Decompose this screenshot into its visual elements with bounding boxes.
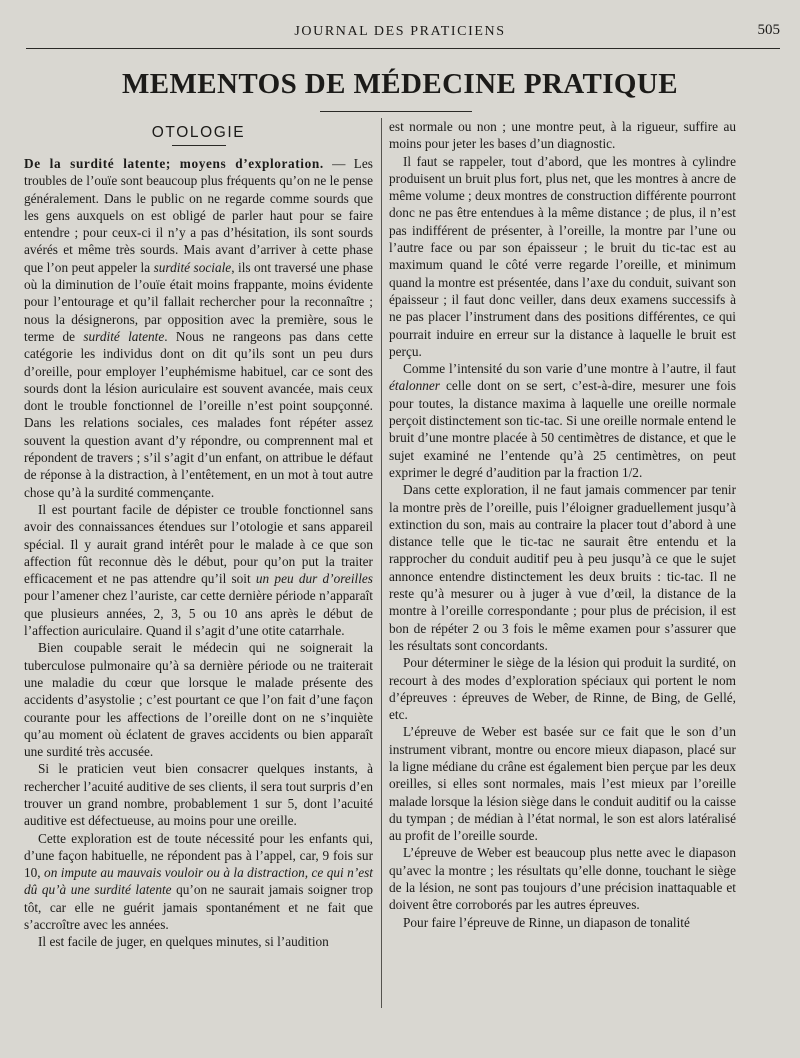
emphasis: étalonner (389, 378, 440, 394)
journal-name: JOURNAL DES PRATICIENS (294, 24, 506, 39)
paragraph: Dans cette exploration, il ne faut jamais commencer par tenir la montre près de l’oreille, puis l’éloigner graduellement jusqu’à extinction du son, mais au contraire la placer tout d’abord à une distance telle que le tic-tac ne saurait être entendu et la rapprocher du conduit auditif peu à peu jusqu’à ce que le sujet annonce entendre distinctement les deux bruits : tic-tac. Il ne reste qu’à mesurer ou à juger à vue d’œil, la distance de la montre à l’oreille correspondante ; pour plus de précision, il est bon de répéter 2 ou 3 fois le même examen pour s’assurer que les résultats sont concordants. (389, 482, 736, 653)
text-run: celle dont on se sert, c’est-à-dire, mesurer une fois pour toutes, la distance maxima à laquelle une oreille normale perçoit distinctement son tic-tac. Si une oreille normale entend le bruit d’une montre placée à 50 centimètres de distance, et que le sujet examiné ne l’entende qu’à 25 centimètres, on peut exprimer le degré d’audition par la fraction 1/2. (389, 378, 736, 480)
text-run: . Nous ne rangeons pas dans cette catégorie les individus dont on dit qu’ils sont un peu durs d’oreille, pour employer l’euphémisme habituel, car ce sont des sourds dont la lésion auriculaire est souvent avancée, mais ceux dont le trouble fonctionnel de l’oreille n’est point soupçonné. Dans les relations sociales, ces malades font répéter assez souvent la question avant d’y répondre, ou comprennent mal et répondent de travers ; s’il s’agit d’un enfant, on attribue le défaut de réponse à la distraction, à l’entêtement, en un mot à tout autre chose qu’à la surdité commençante. (24, 328, 374, 500)
text-run: Comme l’intensité du son varie d’une montre à l’autre, il faut (403, 361, 736, 377)
emphasis: un peu dur d’oreilles (255, 571, 373, 587)
paragraph (24, 155, 373, 501)
section-heading: OTOLOGIE (151, 124, 246, 141)
emphasis: surdité sociale (153, 259, 232, 275)
paragraph: L’épreuve de Weber est basée sur ce fait que le son d’un instrument vibrant, montre ou encore mieux diapason, placé sur la ligne médiane du crâne est également bien perçue par les deux oreilles, si elles sont normales, mais l’est mieux par l’oreille malade lorsque la lésion siège dans le conduit auditif ou la caisse du tympan ; de médian à l’état normal, le son est alors latéralisé au profit de l’oreille sourde. (389, 724, 736, 844)
text-run: Il est pourtant facile de dépister ce trouble fonctionnel sans avoir des connaissances étendues sur l’otologie et sans appareil spécial. Il y aurait grand intérêt pour le malade à ce que son affection fût reconnue dès le début, pour qu’on put la traiter efficacement et ne pas attendre qu’il soit (24, 501, 373, 587)
text-run: pour l’amener chez l’auriste, car cette dernière période n’apparaît que plusieurs années, 2, 3, 5 ou 10 ans après le début de l’affection auriculaire. Quand il s’agit d’une otite catarrhale. (24, 588, 373, 639)
paragraph: est normale ou non ; une montre peut, à la rigueur, suffire au moins pour jeter les bases d’un diagnostic. (389, 119, 736, 152)
text-run: — Les troubles de l’ouïe sont beaucoup plus fréquents qu’on ne le pense généralement. Dans le public on ne regarde comme sourds que les gens auxquels on est obligé de parler haut pour se faire entendre ; pour ceux-ci il n’y a pas d’hésitation, ils sont sourds avérés et même très sourds. Mais avant d’arriver à cette phase que l’on peut appeler la (24, 156, 373, 275)
running-head (0, 22, 800, 44)
paragraph: Bien coupable serait le médecin qui ne soignerait la tuberculose pulmonaire qu’à sa dernière période ou ne traiterait une maladie du cœur que lorsque le malade présente des accidents d’asystolie ; c’est pourtant ce que l’on fait d’une façon courante pour les affections de l’oreille dont on ne s’inquiète qu’au moment où éclatent de graves accidents ou bien apparaît une surdité très accusée. (24, 640, 373, 760)
paragraph: L’épreuve de Weber est beaucoup plus nette avec le diapason qu’avec la montre ; les résultats qu’elle donne, touchant le siège de la lésion, ne sont pas toujours d’une précision inattaquable et doivent être corroborés par les autres épreuves. (389, 845, 736, 913)
paragraph (24, 830, 373, 934)
emphasis: surdité latente (83, 328, 165, 344)
paragraph (389, 360, 736, 481)
text-run: qu’on ne saurait jamais soigner trop tôt, car elle ne guérit jamais spontanément et ne fait que s’accroître avec les années. (24, 882, 374, 933)
right-column (389, 118, 736, 931)
paragraph: Pour déterminer le siège de la lésion qui produit la surdité, on recourt à des modes d’exploration spéciaux qui portent le nom d’épreuves : épreuves de Weber, de Rinne, de Bing, de Gellé, etc. (389, 655, 736, 723)
left-column (24, 118, 373, 951)
paragraph: Pour faire l’épreuve de Rinne, un diapason de tonalité (403, 914, 690, 930)
paragraph (24, 501, 373, 639)
paragraph: Si le praticien veut bien consacrer quelques instants, à rechercher l’acuité auditive de ses clients, il sera tout surpris d’en trouver un grand nombre, probablement 1 sur 5, dont l’acuité auditive est défectueuse, au moins pour une oreille. (24, 761, 373, 829)
page-number: 505 (757, 22, 780, 38)
paragraph: Il est facile de juger, en quelques minutes, si l’audition (38, 934, 329, 950)
text-run: , ils ont traversé une phase où la diminution de l’ouïe était moins frappante, moins évidente pour l’entourage et qu’il fallait rechercher pour la reconnaître ; nous la désignerons, par opposition avec la première, sous le terme de (24, 259, 374, 344)
subsection-heading: De la surdité latente; moyens d’exploration. (24, 156, 324, 171)
text-run: Cette exploration est de toute nécessité pour les enfants qui, d’une façon habituelle, ne répondent pas à l’appel, car, 9 fois sur 10, (24, 830, 373, 881)
paragraph: Il faut se rappeler, tout d’abord, que les montres à cylindre produisent un bruit plus fort, plus net, que les montres à ancre de même volume ; deux montres de construction différente pourront donc ne pas être entendues à la même distance ; de plus, il n’est pas indifférent de présenter, à l’oreille, la montre par l’une ou l’autre face ou par son épaisseur ; le bruit du tic-tac est au maximum quand le côté verre regarde l’oreille, et minimum quand la montre est présentée, dans l’axe du conduit, suivant son épaisseur ; il faut donc veiller, dans deux examens successifs à ne pas placer l’instrument dans des positions différentes, ce qui pourrait induire en erreur sur la distance à laquelle le bruit est perçu. (389, 153, 736, 359)
title-rule (320, 111, 472, 112)
page-title: MEMENTOS DE MÉDECINE PRATIQUE (122, 68, 678, 100)
header-rule (26, 48, 780, 49)
section-rule (172, 145, 226, 146)
emphasis: on impute au mauvais vouloir ou à la distraction, ce qui n’est dû qu’à une surdité latente (24, 865, 373, 898)
column-divider (381, 118, 382, 1008)
